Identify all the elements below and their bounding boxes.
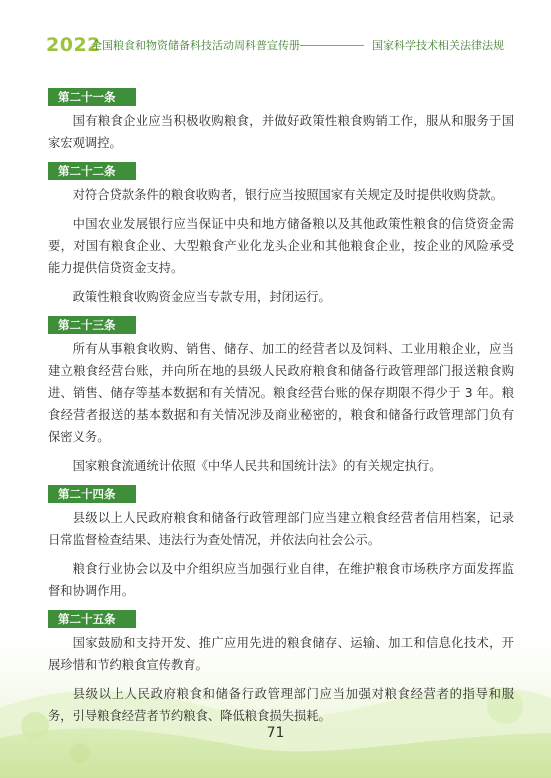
article-tag: 第二十二条 bbox=[48, 162, 136, 180]
section-title: 国家科学技术相关法律法规 bbox=[372, 39, 504, 52]
article-paragraph: 国家粮食流通统计依照《中华人民共和国统计法》的有关规定执行。 bbox=[72, 459, 442, 473]
article bbox=[48, 86, 514, 154]
article-tag: 第二十一条 bbox=[48, 88, 136, 106]
article-paragraph: 粮食行业协会以及中介组织应当加强行业自律，在维护粮食市场秩序方面发挥监督和协调作用。 bbox=[48, 562, 514, 598]
header-divider bbox=[300, 45, 364, 46]
article bbox=[48, 483, 514, 602]
article-content bbox=[48, 86, 514, 727]
page-header bbox=[0, 0, 551, 58]
article-paragraph: 中国农业发展银行应当保证中央和地方储备粮以及其他政策性粮食的信贷资金需要，对国有粮食企业、大型粮食产业化龙头企业和其他粮食企业，按企业的风险承受能力提供信贷资金支持。 bbox=[48, 217, 514, 275]
article-paragraph: 县级以上人民政府粮食和储备行政管理部门应当加强对粮食经营者的指导和服务，引导粮食经营者节约粮食、降低粮食损失损耗。 bbox=[48, 687, 514, 723]
article bbox=[48, 314, 514, 477]
article bbox=[48, 608, 514, 727]
article-paragraph: 政策性粮食收购资金应当专款专用，封闭运行。 bbox=[72, 290, 331, 304]
page-number: 71 bbox=[266, 725, 285, 741]
article-paragraph: 对符合贷款条件的粮食收购者，银行应当按照国家有关规定及时提供收购贷款。 bbox=[72, 188, 503, 202]
article-tag: 第二十三条 bbox=[48, 316, 136, 334]
article-paragraph: 国家鼓励和支持开发、推广应用先进的粮食储存、运输、加工和信息化技术，开展珍惜和节约粮食宣传教育。 bbox=[48, 636, 514, 672]
article-tag: 第二十四条 bbox=[48, 485, 136, 503]
publication-title: 全国粮食和物资储备科技活动周科普宣传册 bbox=[91, 39, 300, 52]
article-tag: 第二十五条 bbox=[48, 610, 136, 628]
header-year: 2022 bbox=[46, 34, 101, 56]
article bbox=[48, 160, 514, 308]
article-paragraph: 所有从事粮食收购、销售、储存、加工的经营者以及饲料、工业用粮企业，应当建立粮食经营台账，并向所在地的县级人民政府粮食和储备行政管理部门报送粮食购进、销售、储存等基本数据和有关情况。粮食经营台账的保存期限不得少于 3 年。粮食经营者报送的基本数据和有关情况涉及商业秘密的，粮食和储备行政管理部门负有保密义务。 bbox=[48, 342, 514, 444]
article-paragraph: 国有粮食企业应当积极收购粮食，并做好政策性粮食购销工作，服从和服务于国家宏观调控。 bbox=[48, 114, 514, 150]
article-paragraph: 县级以上人民政府粮食和储备行政管理部门应当建立粮食经营者信用档案，记录日常监督检查结果、违法行为查处情况，并依法向社会公示。 bbox=[48, 511, 514, 547]
